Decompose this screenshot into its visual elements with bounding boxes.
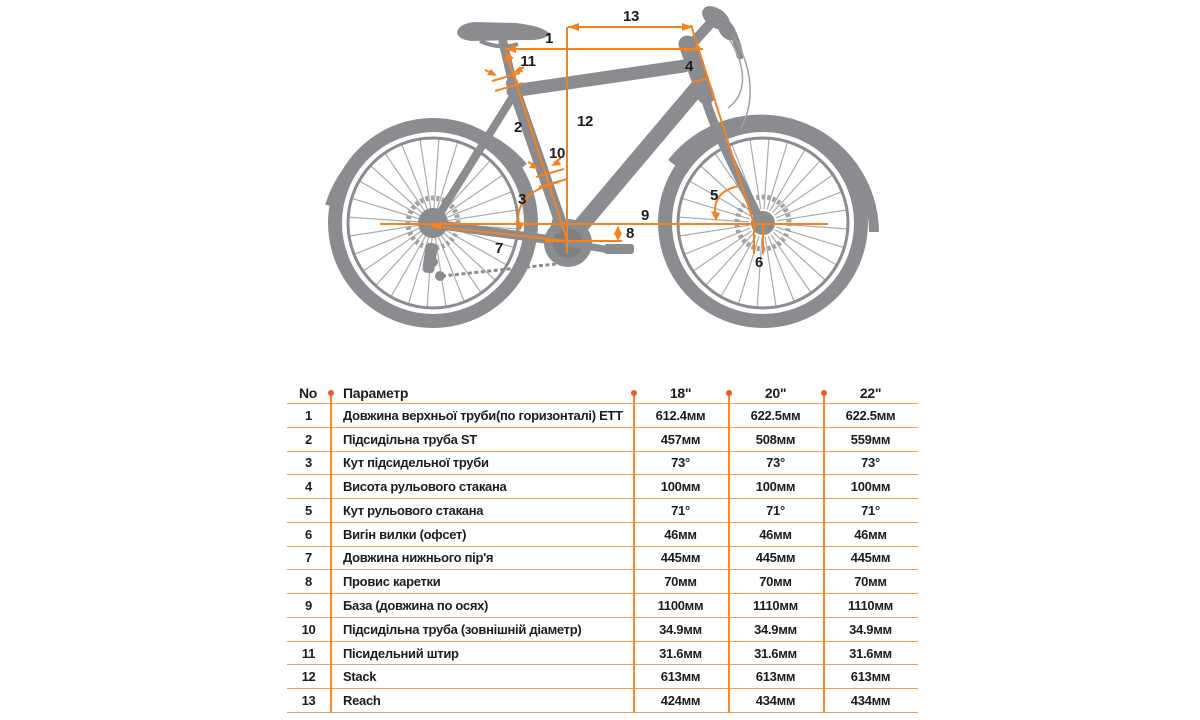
column-divider	[823, 394, 825, 713]
row-value-18: 73°	[633, 452, 728, 476]
column-divider	[728, 394, 730, 713]
dim-label-6: 6	[754, 254, 764, 271]
header-size-18: 18"	[633, 383, 728, 404]
row-parameter: Висота рульового стакана	[330, 475, 633, 499]
header-no: No	[287, 383, 330, 404]
dim-label-2: 2	[513, 119, 523, 136]
row-no: 2	[287, 428, 330, 452]
row-no: 5	[287, 499, 330, 523]
row-no: 10	[287, 618, 330, 642]
row-value-22: 434мм	[823, 689, 918, 713]
row-parameter: Stack	[330, 665, 633, 689]
row-value-20: 34.9мм	[728, 618, 823, 642]
row-value-18: 34.9мм	[633, 618, 728, 642]
row-value-20: 70мм	[728, 570, 823, 594]
row-value-18: 424мм	[633, 689, 728, 713]
row-value-18: 612.4мм	[633, 404, 728, 428]
pedal	[604, 244, 634, 254]
row-value-20: 46мм	[728, 523, 823, 547]
row-parameter: Підсидільна труба ST	[330, 428, 633, 452]
row-parameter: Reach	[330, 689, 633, 713]
header-size-22: 22"	[823, 383, 918, 404]
row-value-22: 559мм	[823, 428, 918, 452]
column-divider	[330, 394, 332, 713]
row-value-20: 100мм	[728, 475, 823, 499]
row-value-22: 445мм	[823, 547, 918, 571]
row-value-20: 622.5мм	[728, 404, 823, 428]
dim-label-1: 1	[544, 30, 554, 47]
row-value-18: 71°	[633, 499, 728, 523]
column-marker-dot	[328, 390, 334, 396]
row-no: 12	[287, 665, 330, 689]
column-marker-dot	[726, 390, 732, 396]
row-value-20: 31.6мм	[728, 642, 823, 666]
row-parameter: Кут підсидельної труби	[330, 452, 633, 476]
row-no: 9	[287, 594, 330, 618]
row-value-20: 71°	[728, 499, 823, 523]
row-parameter: Довжина нижнього пір'я	[330, 547, 633, 571]
dim-label-5: 5	[709, 187, 719, 204]
column-marker-dot	[821, 390, 827, 396]
row-value-22: 73°	[823, 452, 918, 476]
row-parameter: Провис каретки	[330, 570, 633, 594]
row-value-22: 34.9мм	[823, 618, 918, 642]
row-value-18: 100мм	[633, 475, 728, 499]
row-no: 1	[287, 404, 330, 428]
row-value-18: 31.6мм	[633, 642, 728, 666]
row-value-20: 73°	[728, 452, 823, 476]
row-value-22: 70мм	[823, 570, 918, 594]
row-value-22: 622.5мм	[823, 404, 918, 428]
column-marker-dot	[631, 390, 637, 396]
row-value-18: 1100мм	[633, 594, 728, 618]
row-parameter: База (довжина по осях)	[330, 594, 633, 618]
row-no: 7	[287, 547, 330, 571]
row-value-22: 46мм	[823, 523, 918, 547]
row-value-20: 508мм	[728, 428, 823, 452]
row-value-18: 46мм	[633, 523, 728, 547]
row-value-20: 1110мм	[728, 594, 823, 618]
dim-label-10: 10	[548, 145, 566, 162]
dim-label-9: 9	[640, 207, 650, 224]
row-value-20: 445мм	[728, 547, 823, 571]
dim-label-12: 12	[577, 113, 594, 130]
row-value-18: 613мм	[633, 665, 728, 689]
row-value-22: 31.6мм	[823, 642, 918, 666]
row-parameter: Кут рульового стакана	[330, 499, 633, 523]
row-value-22: 100мм	[823, 475, 918, 499]
row-no: 4	[287, 475, 330, 499]
row-no: 6	[287, 523, 330, 547]
dim-label-8: 8	[626, 225, 635, 242]
geometry-table	[287, 383, 918, 713]
row-value-20: 613мм	[728, 665, 823, 689]
row-no: 3	[287, 452, 330, 476]
row-parameter: Підсидільна труба (зовнішній діаметр)	[330, 618, 633, 642]
dim-label-4: 4	[684, 58, 694, 75]
row-value-22: 613мм	[823, 665, 918, 689]
header-parameter: Параметр	[330, 383, 633, 404]
row-value-22: 1110мм	[823, 594, 918, 618]
top-tube	[513, 66, 684, 91]
row-parameter: Вигін вилки (офсет)	[330, 523, 633, 547]
row-value-18: 445мм	[633, 547, 728, 571]
row-parameter: Пісидельний штир	[330, 642, 633, 666]
row-parameter: Довжина верхньої труби(по горизонталі) ЕТТ	[330, 404, 633, 428]
header-size-20: 20"	[728, 383, 823, 404]
row-no: 8	[287, 570, 330, 594]
column-divider	[633, 394, 635, 713]
row-value-20: 434мм	[728, 689, 823, 713]
row-value-22: 71°	[823, 499, 918, 523]
dim-label-13: 13	[622, 8, 640, 25]
dim-label-11: 11	[520, 53, 536, 70]
row-value-18: 457мм	[633, 428, 728, 452]
row-no: 11	[287, 642, 330, 666]
dim-label-3: 3	[517, 191, 527, 208]
row-value-18: 70мм	[633, 570, 728, 594]
row-no: 13	[287, 689, 330, 713]
dim-label-7: 7	[494, 240, 504, 257]
